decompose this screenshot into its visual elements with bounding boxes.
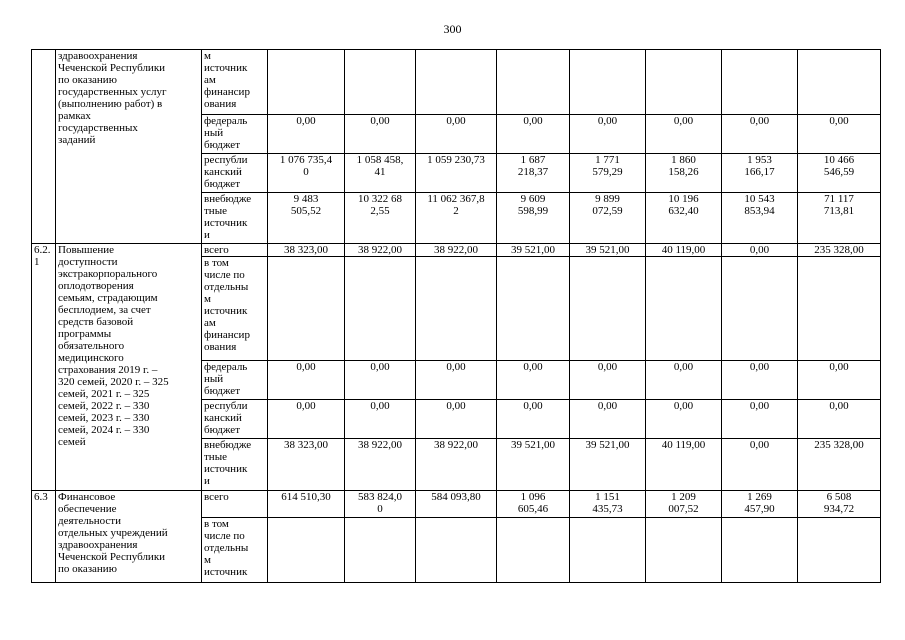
value-cell xyxy=(646,50,722,115)
value-cell: 9 483 505,52 xyxy=(268,193,345,244)
funding-source: внебюдже тные источник и xyxy=(202,439,268,491)
value-cell: 0,00 xyxy=(416,400,497,439)
table-row xyxy=(32,50,881,115)
budget-table xyxy=(31,49,881,583)
value-cell: 0,00 xyxy=(268,400,345,439)
value-cell xyxy=(570,257,646,361)
value-cell xyxy=(497,50,570,115)
value-cell xyxy=(345,50,416,115)
value-cell: 10 466 546,59 xyxy=(798,154,881,193)
value-cell: 0,00 xyxy=(345,361,416,400)
value-cell: 0,00 xyxy=(798,361,881,400)
value-cell xyxy=(416,518,497,583)
value-cell: 0,00 xyxy=(345,400,416,439)
value-cell: 0,00 xyxy=(646,361,722,400)
value-cell: 10 322 68 2,55 xyxy=(345,193,416,244)
funding-source: республи канский бюджет xyxy=(202,400,268,439)
row-index xyxy=(32,50,56,244)
value-cell: 9 899 072,59 xyxy=(570,193,646,244)
value-cell xyxy=(497,257,570,361)
value-cell: 0,00 xyxy=(416,361,497,400)
value-cell: 0,00 xyxy=(722,439,798,491)
value-cell: 0,00 xyxy=(497,361,570,400)
value-cell: 40 119,00 xyxy=(646,439,722,491)
value-cell: 0,00 xyxy=(722,115,798,154)
table-row xyxy=(32,491,881,518)
value-cell: 6 508 934,72 xyxy=(798,491,881,518)
value-cell xyxy=(722,257,798,361)
value-cell: 1 269 457,90 xyxy=(722,491,798,518)
value-cell: 583 824,0 0 xyxy=(345,491,416,518)
activity-name: Финансовое обеспечение деятельности отдельных учреждений здравоохранения Чеченской Республики по оказанию xyxy=(56,491,202,583)
value-cell: 0,00 xyxy=(345,115,416,154)
value-cell: 584 093,80 xyxy=(416,491,497,518)
value-cell: 1 076 735,4 0 xyxy=(268,154,345,193)
value-cell: 0,00 xyxy=(268,361,345,400)
activity-name: здравоохранения Чеченской Республики по оказанию государственных услуг (выполнению работ) в рамках государственных заданий xyxy=(56,50,202,244)
value-cell: 0,00 xyxy=(570,115,646,154)
value-cell: 1 096 605,46 xyxy=(497,491,570,518)
value-cell: 9 609 598,99 xyxy=(497,193,570,244)
value-cell: 39 521,00 xyxy=(497,244,570,257)
page-number: 300 xyxy=(443,22,462,36)
value-cell: 10 543 853,94 xyxy=(722,193,798,244)
funding-source: в том числе по отдельны м источник ам финансир ования xyxy=(202,257,268,361)
funding-source: в том числе по отдельны м источник xyxy=(202,518,268,583)
value-cell: 1 953 166,17 xyxy=(722,154,798,193)
value-cell xyxy=(570,50,646,115)
value-cell: 1 860 158,26 xyxy=(646,154,722,193)
value-cell xyxy=(416,50,497,115)
value-cell xyxy=(646,257,722,361)
value-cell xyxy=(268,257,345,361)
value-cell xyxy=(798,257,881,361)
value-cell: 39 521,00 xyxy=(497,439,570,491)
value-cell xyxy=(722,518,798,583)
funding-source: федераль ный бюджет xyxy=(202,361,268,400)
activity-name: Повышение доступности экстракорпорального оплодотворения семьям, страдающим бесплодием, за счет средств базовой программы обязательного медицинского страхования 2019 г. – 320 семей, 2020 г. – 325 семей, 2021 г. – 325 семей, 2022 г. – 330 семей, 2023 г. – 330 семей, 2024 г. – 330 семей xyxy=(56,244,202,491)
value-cell xyxy=(268,50,345,115)
value-cell: 39 521,00 xyxy=(570,439,646,491)
row-index: 6.3 xyxy=(32,491,56,583)
value-cell: 1 687 218,37 xyxy=(497,154,570,193)
funding-source: федераль ный бюджет xyxy=(202,115,268,154)
value-cell xyxy=(646,518,722,583)
value-cell: 235 328,00 xyxy=(798,244,881,257)
value-cell: 0,00 xyxy=(722,244,798,257)
funding-source: внебюдже тные источник и xyxy=(202,193,268,244)
value-cell: 39 521,00 xyxy=(570,244,646,257)
value-cell: 0,00 xyxy=(497,400,570,439)
value-cell: 0,00 xyxy=(570,361,646,400)
value-cell xyxy=(416,257,497,361)
value-cell: 40 119,00 xyxy=(646,244,722,257)
value-cell: 235 328,00 xyxy=(798,439,881,491)
value-cell xyxy=(798,518,881,583)
funding-source: всего xyxy=(202,491,268,518)
value-cell: 614 510,30 xyxy=(268,491,345,518)
value-cell: 0,00 xyxy=(416,115,497,154)
table-row xyxy=(32,244,881,257)
value-cell: 0,00 xyxy=(798,115,881,154)
value-cell: 0,00 xyxy=(646,115,722,154)
value-cell xyxy=(570,518,646,583)
value-cell: 71 117 713,81 xyxy=(798,193,881,244)
value-cell: 0,00 xyxy=(570,400,646,439)
value-cell xyxy=(345,257,416,361)
value-cell: 1 151 435,73 xyxy=(570,491,646,518)
value-cell: 38 323,00 xyxy=(268,244,345,257)
funding-source: всего xyxy=(202,244,268,257)
value-cell: 1 771 579,29 xyxy=(570,154,646,193)
value-cell: 10 196 632,40 xyxy=(646,193,722,244)
value-cell: 1 059 230,73 xyxy=(416,154,497,193)
funding-source: республи канский бюджет xyxy=(202,154,268,193)
value-cell: 11 062 367,8 2 xyxy=(416,193,497,244)
row-index: 6.2. 1 xyxy=(32,244,56,491)
funding-source: м источник ам финансир ования xyxy=(202,50,268,115)
value-cell xyxy=(798,50,881,115)
value-cell: 0,00 xyxy=(722,400,798,439)
value-cell: 38 922,00 xyxy=(416,439,497,491)
value-cell: 0,00 xyxy=(497,115,570,154)
value-cell xyxy=(497,518,570,583)
value-cell xyxy=(722,50,798,115)
value-cell: 0,00 xyxy=(268,115,345,154)
value-cell xyxy=(268,518,345,583)
value-cell: 0,00 xyxy=(646,400,722,439)
value-cell xyxy=(345,518,416,583)
value-cell: 0,00 xyxy=(798,400,881,439)
value-cell: 38 323,00 xyxy=(268,439,345,491)
value-cell: 38 922,00 xyxy=(416,244,497,257)
value-cell: 0,00 xyxy=(722,361,798,400)
value-cell: 38 922,00 xyxy=(345,439,416,491)
value-cell: 1 209 007,52 xyxy=(646,491,722,518)
value-cell: 38 922,00 xyxy=(345,244,416,257)
value-cell: 1 058 458, 41 xyxy=(345,154,416,193)
